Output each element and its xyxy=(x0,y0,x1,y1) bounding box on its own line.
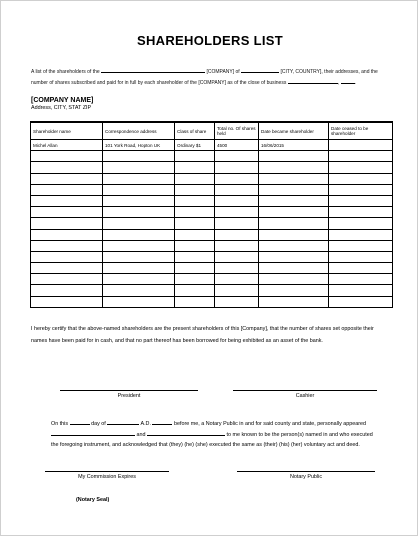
table-cell[interactable] xyxy=(31,207,103,218)
intro-text-5: . xyxy=(354,80,356,86)
table-cell[interactable] xyxy=(259,251,329,262)
table-row xyxy=(31,251,393,262)
table-cell[interactable] xyxy=(175,285,215,296)
table-cell[interactable] xyxy=(103,195,175,206)
company-address: Address, CITY, STAT ZIP xyxy=(31,105,92,111)
table-cell[interactable] xyxy=(103,218,175,229)
table-row xyxy=(31,285,393,296)
table-cell[interactable] xyxy=(215,285,259,296)
table-cell[interactable] xyxy=(259,285,329,296)
year-blank[interactable] xyxy=(152,419,172,425)
table-cell[interactable] xyxy=(175,251,215,262)
table-cell[interactable] xyxy=(329,184,393,195)
table-cell[interactable] xyxy=(31,184,103,195)
table-cell[interactable] xyxy=(31,173,103,184)
table-row xyxy=(31,263,393,274)
table-cell[interactable]: Ordinary $1 xyxy=(175,140,215,151)
table-cell[interactable] xyxy=(259,151,329,162)
table-row xyxy=(31,162,393,173)
table-cell[interactable] xyxy=(215,173,259,184)
table-row xyxy=(31,274,393,285)
table-cell[interactable] xyxy=(175,162,215,173)
table-cell[interactable] xyxy=(103,263,175,274)
document-title: SHAREHOLDERS LIST xyxy=(137,33,283,48)
table-cell[interactable] xyxy=(329,218,393,229)
table-cell[interactable] xyxy=(215,274,259,285)
header-class-of-share: Class of share xyxy=(175,122,215,140)
table-cell[interactable] xyxy=(103,162,175,173)
table-cell[interactable] xyxy=(259,229,329,240)
president-label: President xyxy=(117,393,141,399)
notary-seal: (Notary Seal) xyxy=(76,497,110,503)
table-cell[interactable] xyxy=(329,173,393,184)
table-cell[interactable] xyxy=(329,162,393,173)
table-cell[interactable]: 101 York Road, Hopton UK xyxy=(103,140,175,151)
table-cell[interactable] xyxy=(259,195,329,206)
table-cell[interactable] xyxy=(329,296,393,307)
table-cell[interactable] xyxy=(103,184,175,195)
notary-public-label: Notary Public xyxy=(289,474,323,480)
date-blank-2[interactable] xyxy=(341,78,355,84)
table-cell[interactable] xyxy=(259,162,329,173)
intro-paragraph: A list of the shareholders of the [COMPANY] of [CITY, COUNTRY], their addresses, and the number of shares subscribed and paid for in full by each shareholder of the [COMPANY] as of the close of business , . xyxy=(31,69,378,86)
intro-text-2: [COMPANY] of xyxy=(206,69,240,75)
table-cell[interactable] xyxy=(215,195,259,206)
table-cell[interactable] xyxy=(31,285,103,296)
table-cell[interactable] xyxy=(175,263,215,274)
table-cell[interactable] xyxy=(215,162,259,173)
table-cell[interactable] xyxy=(103,207,175,218)
table-cell[interactable] xyxy=(103,285,175,296)
header-date-became: Date became shareholder xyxy=(259,122,329,140)
table-cell[interactable] xyxy=(31,218,103,229)
table-cell[interactable] xyxy=(103,251,175,262)
table-cell[interactable] xyxy=(329,151,393,162)
table-cell[interactable] xyxy=(175,173,215,184)
table-cell[interactable] xyxy=(329,285,393,296)
table-cell[interactable] xyxy=(175,274,215,285)
header-correspondence-address: Correspondence address xyxy=(103,122,175,140)
table-cell[interactable] xyxy=(103,229,175,240)
table-cell[interactable] xyxy=(31,251,103,262)
table-cell[interactable] xyxy=(215,263,259,274)
intro-text-3: [CITY, COUNTRY], their addresses, and the xyxy=(280,69,378,75)
table-row xyxy=(31,140,393,151)
company-name: [COMPANY NAME] xyxy=(31,97,94,104)
table-cell[interactable] xyxy=(215,251,259,262)
table-cell[interactable] xyxy=(215,184,259,195)
table-cell[interactable] xyxy=(175,195,215,206)
table-cell[interactable] xyxy=(31,240,103,251)
table-cell[interactable] xyxy=(259,274,329,285)
intro-text-4: number of shares subscribed and paid for in full by each shareholder of the [COMPANY] as of the close of business xyxy=(31,80,287,86)
shareholders-table xyxy=(30,121,393,308)
table-cell[interactable] xyxy=(31,229,103,240)
table-header-row xyxy=(31,122,393,140)
table-cell[interactable] xyxy=(329,274,393,285)
table-cell[interactable]: Michel Allan xyxy=(31,140,103,151)
table-cell[interactable] xyxy=(215,240,259,251)
header-total-shares: Total no. Of shares held xyxy=(215,122,259,140)
table-row xyxy=(31,296,393,307)
table-cell[interactable] xyxy=(175,184,215,195)
header-date-ceased: Date ceased to be shareholder xyxy=(329,122,393,140)
day-blank[interactable] xyxy=(70,419,90,425)
table-row xyxy=(31,173,393,184)
table-cell[interactable] xyxy=(103,173,175,184)
notary-text-1: On this xyxy=(51,421,69,427)
table-cell[interactable]: 4500 xyxy=(215,140,259,151)
table-cell[interactable] xyxy=(31,151,103,162)
table-cell[interactable] xyxy=(31,274,103,285)
table-row xyxy=(31,184,393,195)
person-blank-2[interactable] xyxy=(147,430,225,436)
table-cell[interactable] xyxy=(329,195,393,206)
certification-paragraph: I hereby certify that the above-named shareholders are the present shareholders of this [Company], that the number of shares set opposite their names have been paid for in cash, and that no part thereof has been borrowed for being exhibited as an asset of the bank. xyxy=(31,326,374,344)
table-cell[interactable] xyxy=(103,296,175,307)
table-cell[interactable] xyxy=(329,207,393,218)
table-cell[interactable] xyxy=(259,296,329,307)
table-cell[interactable] xyxy=(215,229,259,240)
table-cell[interactable] xyxy=(329,263,393,274)
notary-paragraph xyxy=(51,419,381,450)
table-cell[interactable]: 16/06/2015 xyxy=(259,140,329,151)
commission-label: My Commission Expires xyxy=(78,474,136,480)
table-cell[interactable] xyxy=(215,296,259,307)
table-cell[interactable] xyxy=(329,251,393,262)
notary-text-3: A.D. xyxy=(140,421,151,427)
notary-text-7: to me known to be the person(s) xyxy=(226,431,304,438)
table-cell[interactable] xyxy=(259,218,329,229)
notary-text-4: before me, a Notary Public in and for said county and state, xyxy=(173,421,316,427)
date-blank-1[interactable] xyxy=(288,78,338,84)
notary-text-6: and xyxy=(136,431,146,438)
intro-text-1: A list of the shareholders of the xyxy=(31,69,100,75)
table-cell[interactable] xyxy=(175,218,215,229)
table-cell[interactable] xyxy=(31,162,103,173)
table-row xyxy=(31,207,393,218)
table-cell[interactable] xyxy=(103,240,175,251)
table-row xyxy=(31,229,393,240)
commission-signature-line[interactable] xyxy=(45,471,169,472)
notary-signature-line[interactable] xyxy=(237,471,375,472)
table-row xyxy=(31,195,393,206)
table-cell[interactable] xyxy=(103,151,175,162)
table-cell[interactable] xyxy=(31,296,103,307)
company-blank[interactable] xyxy=(101,67,205,73)
table-cell[interactable] xyxy=(215,218,259,229)
notary-text-5: personally appeared xyxy=(317,421,367,427)
city-blank[interactable] xyxy=(241,67,279,73)
table-row xyxy=(31,240,393,251)
table-cell[interactable] xyxy=(329,140,393,151)
table-cell[interactable] xyxy=(175,229,215,240)
cashier-label: Cashier xyxy=(295,393,315,399)
table-row xyxy=(31,151,393,162)
person-blank-1[interactable] xyxy=(51,430,135,436)
month-blank[interactable] xyxy=(107,419,139,425)
table-cell[interactable] xyxy=(175,207,215,218)
notary-text-8: named in and who executed the foregoing instrument, and acknowledged that (they) (he) (she) executed the same as (their) (his) (her) voluntary act and deed. xyxy=(51,431,373,448)
cashier-signature-line[interactable] xyxy=(233,390,377,391)
table-cell[interactable] xyxy=(259,240,329,251)
table-cell[interactable] xyxy=(103,274,175,285)
notary-text-2: day of xyxy=(91,421,106,427)
table-cell[interactable] xyxy=(175,151,215,162)
table-cell[interactable] xyxy=(259,207,329,218)
table-cell[interactable] xyxy=(215,151,259,162)
table-cell[interactable] xyxy=(329,240,393,251)
table-cell[interactable] xyxy=(215,207,259,218)
president-signature-line[interactable] xyxy=(60,390,198,391)
table-cell[interactable] xyxy=(329,229,393,240)
table-cell[interactable] xyxy=(259,173,329,184)
table-cell[interactable] xyxy=(259,263,329,274)
table-cell[interactable] xyxy=(175,240,215,251)
table-cell[interactable] xyxy=(31,263,103,274)
table-cell[interactable] xyxy=(31,195,103,206)
header-shareholder-name: Shareholder name xyxy=(31,122,103,140)
table-row xyxy=(31,218,393,229)
table-cell[interactable] xyxy=(259,184,329,195)
table-cell[interactable] xyxy=(175,296,215,307)
